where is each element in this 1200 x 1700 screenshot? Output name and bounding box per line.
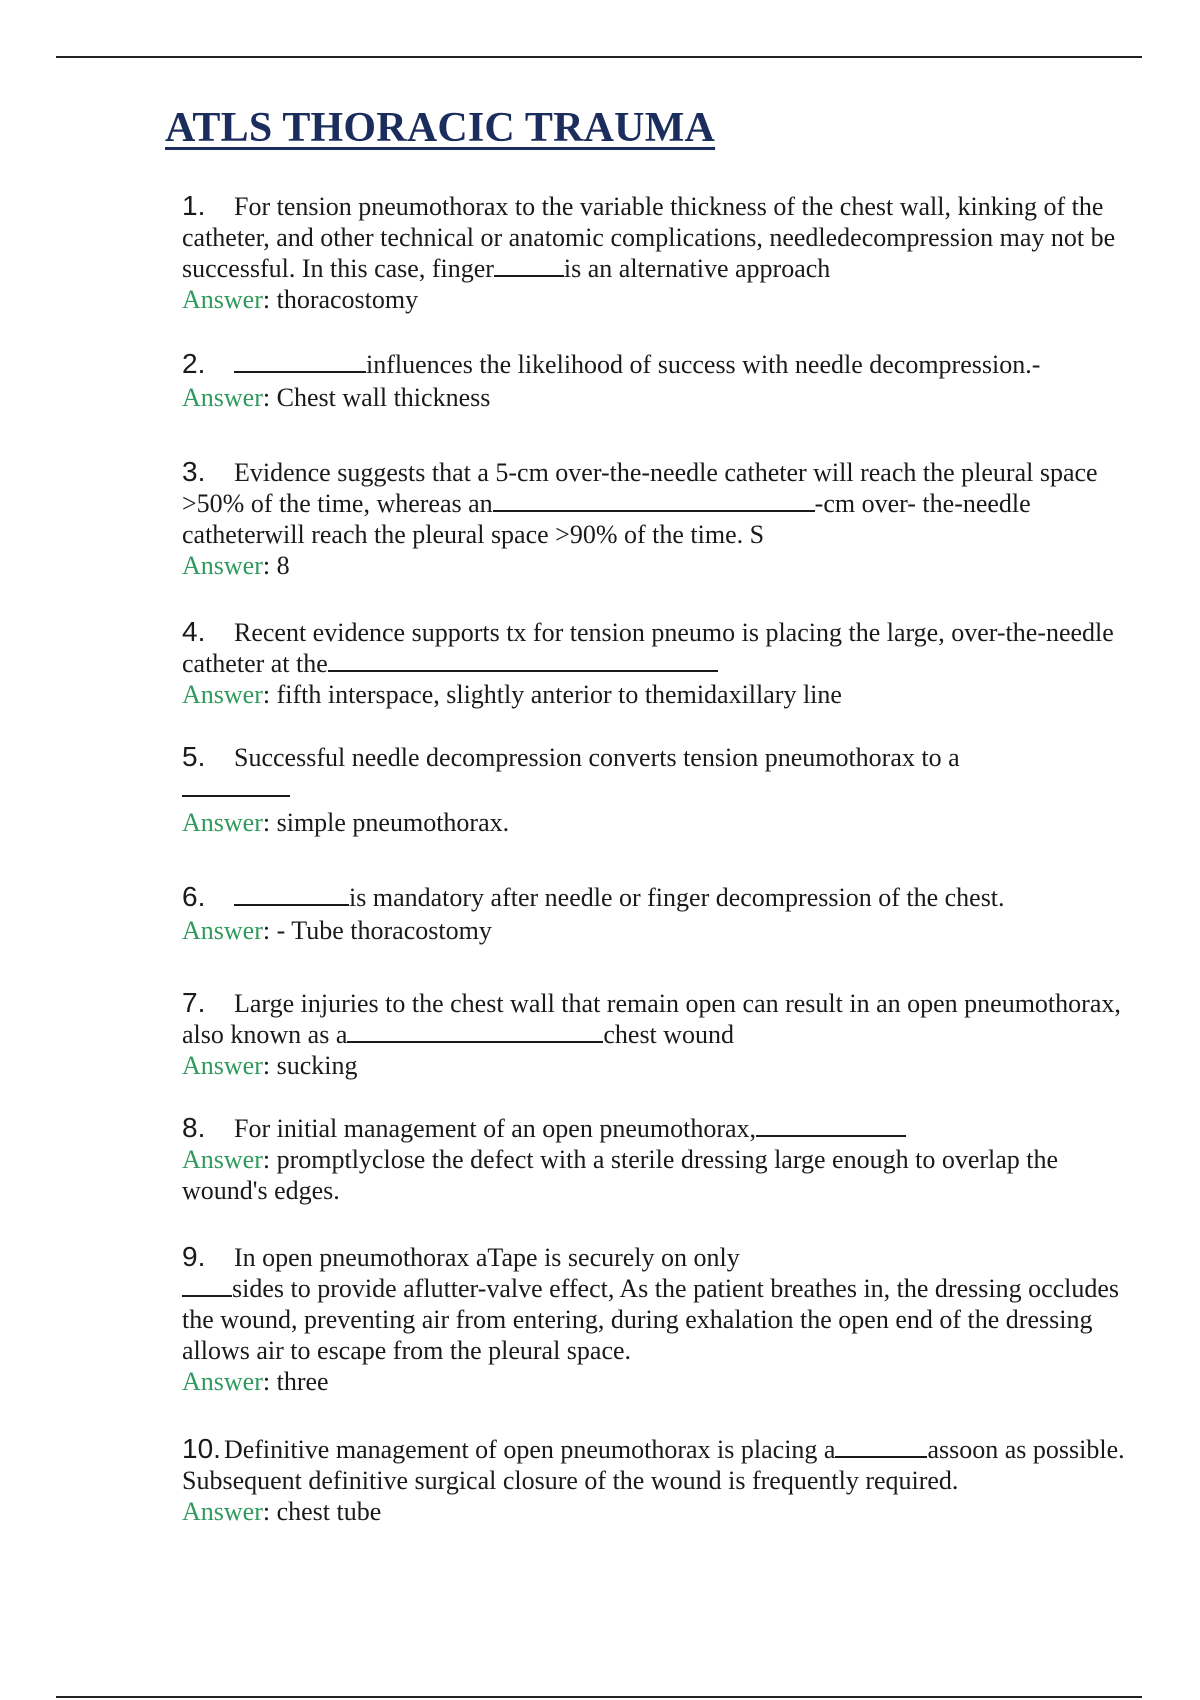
question-4 xyxy=(182,616,1132,710)
answer-text: : three xyxy=(262,1367,329,1396)
answer-label: Answer xyxy=(182,1145,263,1174)
answer-text: : Chest wall thickness xyxy=(262,383,491,412)
question-10 xyxy=(182,1433,1132,1527)
question-1 xyxy=(182,190,1132,315)
answer-blank xyxy=(234,351,366,373)
question-number: 10. xyxy=(182,1433,221,1464)
answer-line xyxy=(182,915,1132,946)
question-8 xyxy=(182,1112,1132,1206)
question-text: For initial management of an open pneumothorax, xyxy=(234,1114,757,1143)
answer-blank xyxy=(494,255,564,277)
question-number: 8. xyxy=(182,1112,206,1143)
question-text-after: influences the likelihood of success with needle decompression.- xyxy=(366,350,1041,379)
answer-text: : chest tube xyxy=(262,1497,382,1526)
document-title: ATLS THORACIC TRAUMA xyxy=(165,105,716,151)
answer-line xyxy=(182,382,1132,413)
question-text: Definitive management of open pneumothorax is placing a xyxy=(223,1435,836,1464)
answer-label: Answer xyxy=(182,916,263,945)
question-number: 6. xyxy=(182,881,206,912)
answer-text: : sucking xyxy=(262,1051,358,1080)
question-text-after: is mandatory after needle or finger decompression of the chest. xyxy=(349,883,1005,912)
answer-label: Answer xyxy=(182,551,263,580)
question-text-after: -cm over- the-needle catheterwill reach the pleural space >90% of the time. S xyxy=(182,489,1031,549)
blank-line xyxy=(182,773,1132,807)
answer-text: : promptlyclose the defect with a sterile dressing large enough to overlap the wound's edges. xyxy=(182,1145,1059,1205)
question-number: 9. xyxy=(182,1241,206,1272)
answer-label: Answer xyxy=(182,1051,263,1080)
answer-blank xyxy=(835,1436,927,1458)
question-number: 1. xyxy=(182,190,206,221)
answer-label: Answer xyxy=(182,383,263,412)
answer-line xyxy=(182,1496,1132,1527)
question-number: 2. xyxy=(182,348,206,379)
answer-label: Answer xyxy=(182,285,263,314)
top-rule xyxy=(56,56,1142,58)
question-text: For tension pneumothorax to the variable thickness of the chest wall, kinking of the catheter, and other technical or anatomic complications, needledecompression may not be successful. In this case, finger xyxy=(182,192,1116,283)
question-text: Evidence suggests that a 5-cm over-the-needle catheter will reach the pleural space >50% of the time, whereas an xyxy=(182,458,1098,518)
question-7 xyxy=(182,987,1132,1081)
answer-blank xyxy=(182,1275,232,1297)
answer-line xyxy=(182,1144,1132,1206)
question-text-after: assoon as possible. Subsequent definitive surgical closure of the wound is frequently required. xyxy=(182,1435,1125,1495)
answer-blank xyxy=(182,775,290,797)
question-6 xyxy=(182,881,1132,946)
answer-line xyxy=(182,550,1132,581)
answer-text: : 8 xyxy=(262,551,290,580)
question-text-after: sides to provide aflutter-valve effect, As the patient breathes in, the dressing occludes the wound, preventing air from entering, during exhalation the open end of the dressing allows air to escape from the pleural space. xyxy=(182,1274,1120,1365)
answer-blank xyxy=(493,490,815,512)
answer-line xyxy=(182,1050,1132,1081)
question-2 xyxy=(182,348,1132,413)
answer-line xyxy=(182,1366,1132,1397)
question-text: Recent evidence supports tx for tension pneumo is placing the large, over-the-needle catheter at the xyxy=(182,618,1114,678)
answer-blank xyxy=(756,1115,906,1137)
question-text-after: chest wound xyxy=(603,1020,735,1049)
question-number: 7. xyxy=(182,987,206,1018)
answer-line xyxy=(182,679,1132,710)
answer-blank xyxy=(347,1021,603,1043)
question-text-continued xyxy=(182,1273,1132,1366)
answer-label: Answer xyxy=(182,1367,263,1396)
answer-label: Answer xyxy=(182,680,263,709)
answer-line xyxy=(182,807,1132,838)
answer-label: Answer xyxy=(182,808,263,837)
question-text: Large injuries to the chest wall that remain open can result in an open pneumothorax, also known as a xyxy=(182,989,1121,1049)
bottom-rule xyxy=(56,1696,1142,1698)
question-3 xyxy=(182,456,1132,581)
answer-text: : - Tube thoracostomy xyxy=(262,916,492,945)
question-text-after: is an alternative approach xyxy=(563,254,831,283)
answer-blank xyxy=(234,884,349,906)
answer-text: : thoracostomy xyxy=(262,285,419,314)
answer-blank xyxy=(328,650,718,672)
question-9 xyxy=(182,1241,1132,1397)
answer-line xyxy=(182,284,1132,315)
answer-text: : fifth interspace, slightly anterior to themidaxillary line xyxy=(262,680,842,709)
answer-label: Answer xyxy=(182,1497,263,1526)
question-number: 3. xyxy=(182,456,206,487)
question-number: 5. xyxy=(182,741,206,772)
question-5 xyxy=(182,741,1132,838)
question-text: Successful needle decompression converts tension pneumothorax to a xyxy=(234,743,960,772)
question-text: In open pneumothorax aTape is securely on only xyxy=(234,1243,740,1272)
question-number: 4. xyxy=(182,616,206,647)
answer-text: : simple pneumothorax. xyxy=(262,808,510,837)
